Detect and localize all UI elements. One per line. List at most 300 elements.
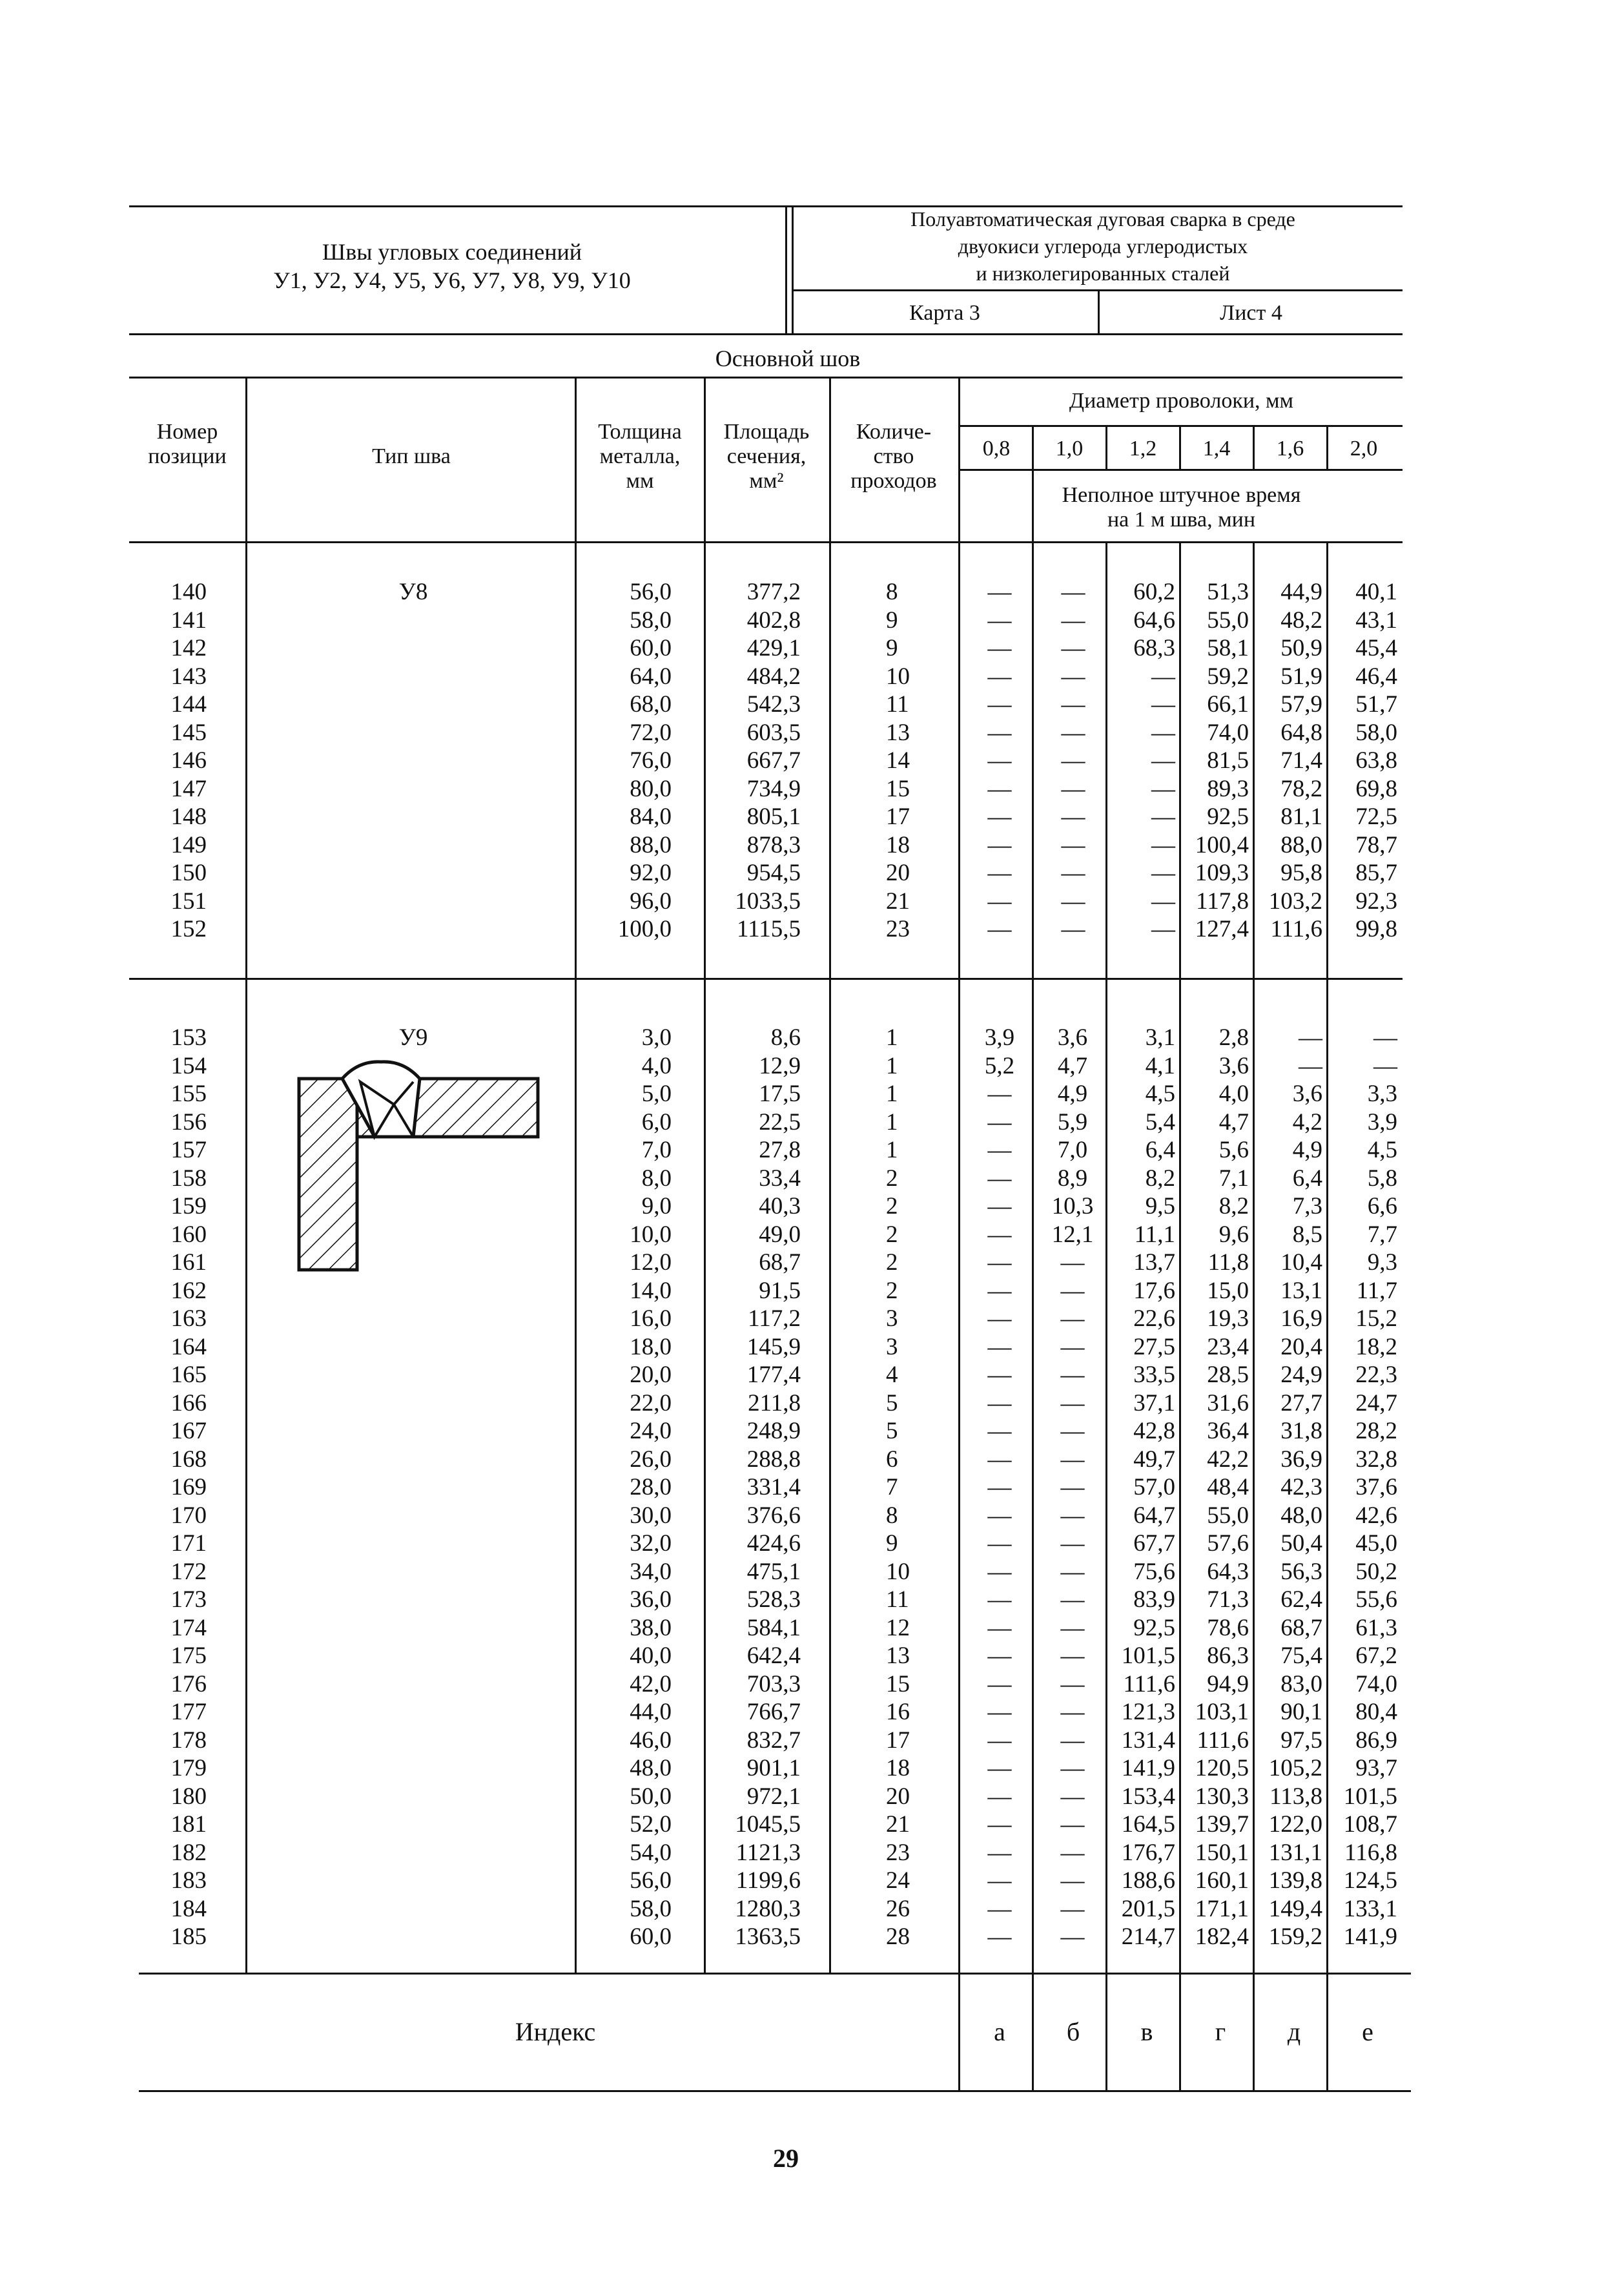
- table-cell: 4,9: [1292, 1137, 1322, 1163]
- table-cell: 185: [170, 1923, 207, 1950]
- list-label: Лист 4: [1220, 301, 1282, 325]
- table-cell: 177: [170, 1699, 207, 1725]
- table-cell: 89,3: [1207, 775, 1249, 802]
- table-cell: 156: [170, 1108, 207, 1135]
- table-cell: 49,7: [1133, 1446, 1175, 1473]
- table-cell: 147: [170, 775, 207, 802]
- table-cell: 45,4: [1355, 635, 1397, 661]
- table-cell: 96,0: [630, 887, 672, 915]
- table-cell: 15,2: [1355, 1305, 1397, 1332]
- table-cell: 13: [886, 1643, 910, 1669]
- table-cell: 58,0: [1355, 719, 1397, 746]
- header-top-rule: [129, 377, 1403, 378]
- table-cell: 75,4: [1280, 1643, 1322, 1669]
- table-cell: —: [987, 1362, 1012, 1388]
- table-cell: 288,8: [746, 1446, 801, 1473]
- table-cell: 9,3: [1367, 1249, 1397, 1276]
- table-cell: 475,1: [746, 1558, 801, 1585]
- table-cell: 1045,5: [735, 1811, 801, 1838]
- table-cell: 7: [886, 1474, 898, 1500]
- table-cell: 528,3: [746, 1586, 801, 1613]
- table-cell: 23: [886, 916, 910, 942]
- table-cell: —: [1151, 719, 1175, 746]
- table-cell: 148: [170, 803, 207, 830]
- table-cell: 9: [886, 606, 898, 634]
- table-cell: 17: [886, 803, 910, 830]
- table-cell: 5,0: [641, 1081, 672, 1107]
- table-cell: —: [987, 579, 1012, 605]
- table-cell: 161: [170, 1249, 207, 1276]
- table-cell: 13: [886, 719, 910, 746]
- table-cell: —: [1060, 1867, 1085, 1894]
- table-cell: —: [987, 1165, 1012, 1192]
- block1-v-col: [1108, 578, 1175, 944]
- table-cell: 153: [170, 1024, 207, 1051]
- table-cell: 46,4: [1355, 663, 1397, 690]
- table-cell: 1: [886, 1081, 898, 1107]
- table-cell: —: [1060, 1643, 1085, 1669]
- table-cell: 64,6: [1133, 606, 1175, 634]
- diameter-1-4: 1,4: [1202, 437, 1231, 461]
- table-cell: 130,3: [1195, 1783, 1249, 1810]
- table-cell: 8,0: [641, 1165, 672, 1192]
- table-cell: 45,0: [1355, 1530, 1397, 1557]
- table-cell: 92,0: [630, 860, 672, 886]
- table-cell: 5,8: [1367, 1165, 1397, 1192]
- grid-line: [245, 377, 247, 1974]
- table-cell: 176: [170, 1670, 207, 1697]
- index-top-rule: [139, 1973, 1411, 1975]
- table-cell: —: [1060, 1502, 1085, 1529]
- table-cell: 78,6: [1207, 1614, 1249, 1641]
- table-cell: 4: [886, 1362, 898, 1388]
- table-cell: 28,0: [630, 1474, 672, 1500]
- table-cell: 143: [170, 663, 207, 690]
- table-cell: 51,7: [1355, 691, 1397, 718]
- table-cell: —: [1373, 1024, 1397, 1051]
- table-cell: 86,9: [1355, 1726, 1397, 1754]
- table-cell: —: [987, 887, 1012, 915]
- table-cell: —: [1151, 831, 1175, 858]
- block2-v-col: [1108, 1024, 1175, 1951]
- table-cell: 100,4: [1195, 831, 1249, 858]
- table-cell: 113,8: [1269, 1783, 1322, 1810]
- table-cell: 31,6: [1207, 1389, 1249, 1416]
- table-cell: —: [1060, 1418, 1085, 1444]
- table-cell: 54,0: [630, 1839, 672, 1866]
- table-cell: 88,0: [1280, 831, 1322, 858]
- index-bottom-rule: [139, 2090, 1411, 2092]
- table-cell: 167: [170, 1418, 207, 1444]
- grid-line: [1253, 541, 1255, 2091]
- weld-type-u8: У8: [398, 579, 428, 605]
- table-cell: 120,5: [1195, 1755, 1249, 1781]
- table-cell: 168: [170, 1446, 207, 1473]
- table-cell: —: [1061, 691, 1085, 718]
- block1-thick-col: [581, 578, 672, 944]
- table-cell: —: [987, 831, 1012, 858]
- grid-line: [1105, 425, 1107, 470]
- table-cell: —: [1060, 1923, 1085, 1950]
- table-cell: 5,4: [1145, 1108, 1175, 1135]
- table-cell: 429,1: [746, 635, 801, 661]
- table-cell: —: [1060, 1474, 1085, 1500]
- table-cell: 172: [170, 1558, 207, 1585]
- table-cell: 584,1: [746, 1614, 801, 1641]
- index-b: б: [1066, 2017, 1080, 2046]
- table-cell: 19,3: [1207, 1305, 1249, 1332]
- table-cell: 59,2: [1207, 663, 1249, 690]
- table-cell: —: [987, 1783, 1012, 1810]
- index-d: д: [1287, 2017, 1301, 2046]
- table-cell: 27,5: [1133, 1333, 1175, 1360]
- header-bottom-rule: [129, 541, 1403, 543]
- table-cell: 141,9: [1343, 1923, 1397, 1950]
- table-cell: 40,1: [1355, 579, 1397, 605]
- grid-line: [704, 377, 706, 1974]
- table-cell: 22,5: [759, 1108, 801, 1135]
- index-g: г: [1215, 2017, 1226, 2046]
- table-cell: 21: [886, 887, 910, 915]
- table-cell: 160,1: [1195, 1867, 1249, 1894]
- table-cell: 51,3: [1207, 579, 1249, 605]
- table-cell: 80,0: [630, 775, 672, 802]
- table-cell: 122,0: [1268, 1811, 1322, 1838]
- table-cell: 4,7: [1218, 1108, 1249, 1135]
- col-type-header: Тип шва: [372, 444, 451, 468]
- table-cell: 66,1: [1207, 691, 1249, 718]
- table-cell: 2: [886, 1165, 898, 1192]
- table-cell: 8,6: [770, 1024, 801, 1051]
- table-cell: 1363,5: [735, 1923, 801, 1950]
- table-cell: —: [987, 1895, 1012, 1922]
- table-cell: 24,0: [630, 1418, 672, 1444]
- table-cell: 50,9: [1280, 635, 1322, 661]
- table-cell: —: [1061, 579, 1085, 605]
- table-cell: 141: [170, 606, 207, 634]
- table-cell: —: [987, 1446, 1012, 1473]
- table-cell: —: [1060, 1389, 1085, 1416]
- table-cell: 42,3: [1280, 1474, 1322, 1500]
- col-area-header: Площадь сечения, мм²: [723, 420, 810, 493]
- grid-line: [1179, 541, 1181, 2091]
- table-cell: 68,7: [1280, 1614, 1322, 1641]
- table-cell: —: [987, 606, 1012, 634]
- grid-line: [575, 377, 577, 1974]
- table-cell: 1: [886, 1024, 898, 1051]
- table-cell: 22,6: [1133, 1305, 1175, 1332]
- table-cell: —: [1151, 691, 1175, 718]
- table-cell: —: [1061, 831, 1085, 858]
- table-cell: 145: [170, 719, 207, 746]
- table-cell: 99,8: [1355, 916, 1397, 942]
- table-cell: 17: [886, 1726, 910, 1754]
- table-cell: 111,6: [1197, 1726, 1249, 1754]
- table-cell: 5: [886, 1418, 898, 1444]
- table-cell: 18: [886, 1755, 910, 1781]
- table-cell: 376,6: [746, 1502, 801, 1529]
- table-cell: —: [987, 691, 1012, 718]
- table-cell: 3,6: [1057, 1024, 1088, 1051]
- table-cell: —: [1151, 803, 1175, 830]
- table-cell: —: [987, 1108, 1012, 1135]
- table-cell: 55,6: [1355, 1586, 1397, 1613]
- table-cell: 10,4: [1280, 1249, 1322, 1276]
- table-cell: 85,7: [1355, 860, 1397, 886]
- table-cell: 201,5: [1121, 1895, 1175, 1922]
- table-cell: 8,2: [1218, 1193, 1249, 1219]
- table-cell: —: [1060, 1277, 1085, 1304]
- table-cell: 3: [886, 1305, 898, 1332]
- diameter-1-0: 1,0: [1055, 437, 1084, 461]
- table-cell: 56,3: [1280, 1558, 1322, 1585]
- table-cell: 74,0: [1355, 1670, 1397, 1697]
- table-cell: 68,7: [759, 1249, 801, 1276]
- table-cell: 2: [886, 1277, 898, 1304]
- table-cell: 160: [170, 1221, 207, 1248]
- diameter-rule: [960, 425, 1403, 427]
- table-cell: 42,2: [1207, 1446, 1249, 1473]
- table-cell: —: [987, 1502, 1012, 1529]
- table-cell: 103,1: [1195, 1699, 1249, 1725]
- table-cell: 165: [170, 1362, 207, 1388]
- table-cell: —: [987, 1811, 1012, 1838]
- table-cell: 1: [886, 1137, 898, 1163]
- table-cell: 57,6: [1207, 1530, 1249, 1557]
- table-cell: 64,3: [1207, 1558, 1249, 1585]
- table-cell: —: [1151, 860, 1175, 886]
- table-cell: 1280,3: [735, 1895, 801, 1922]
- table-cell: 11: [886, 1586, 909, 1613]
- table-cell: 6,0: [641, 1108, 672, 1135]
- table-cell: 10: [886, 663, 910, 690]
- table-cell: 111,6: [1123, 1670, 1175, 1697]
- table-cell: 63,8: [1355, 747, 1397, 774]
- table-cell: 68,0: [630, 691, 672, 718]
- table-cell: 24,9: [1280, 1362, 1322, 1388]
- table-cell: 603,5: [746, 719, 801, 746]
- table-cell: 5,9: [1057, 1108, 1088, 1135]
- table-cell: 542,3: [746, 691, 801, 718]
- table-cell: 1121,3: [735, 1839, 801, 1866]
- table-cell: —: [1061, 860, 1085, 886]
- table-cell: 117,2: [748, 1305, 801, 1332]
- table-cell: 17,6: [1133, 1277, 1175, 1304]
- table-cell: —: [1060, 1530, 1085, 1557]
- table-cell: —: [987, 635, 1012, 661]
- table-cell: 176,7: [1121, 1839, 1175, 1866]
- table-cell: 49,0: [759, 1221, 801, 1248]
- table-cell: 8,9: [1057, 1165, 1088, 1192]
- section-title: Основной шов: [715, 346, 861, 371]
- table-cell: 33,5: [1133, 1362, 1175, 1388]
- table-cell: 48,2: [1280, 606, 1322, 634]
- table-cell: 48,0: [1280, 1502, 1322, 1529]
- table-cell: 9,5: [1145, 1193, 1175, 1219]
- table-cell: 2: [886, 1249, 898, 1276]
- table-cell: —: [987, 1530, 1012, 1557]
- table-cell: 163: [170, 1305, 207, 1332]
- table-cell: 149: [170, 831, 207, 858]
- table-cell: —: [987, 1305, 1012, 1332]
- table-cell: 27,7: [1280, 1389, 1322, 1416]
- table-cell: —: [1060, 1895, 1085, 1922]
- table-cell: —: [987, 1614, 1012, 1641]
- karta-label: Карта 3: [909, 301, 980, 325]
- table-cell: 32,8: [1355, 1446, 1397, 1473]
- table-cell: 159,2: [1268, 1923, 1322, 1950]
- table-cell: —: [1151, 775, 1175, 802]
- grid-line: [1326, 425, 1328, 470]
- table-cell: 15: [886, 1670, 910, 1697]
- diameter-2-0: 2,0: [1350, 437, 1378, 461]
- table-cell: —: [987, 1726, 1012, 1754]
- table-cell: 62,4: [1280, 1586, 1322, 1613]
- table-cell: 43,1: [1355, 606, 1397, 634]
- table-cell: 17,5: [759, 1081, 801, 1107]
- table-cell: 11: [886, 691, 909, 718]
- table-cell: 151: [170, 887, 207, 915]
- table-cell: 1: [886, 1108, 898, 1135]
- table-cell: 52,0: [630, 1811, 672, 1838]
- table-cell: 91,5: [759, 1277, 801, 1304]
- table-cell: 67,7: [1133, 1530, 1175, 1557]
- table-cell: 181: [170, 1811, 207, 1838]
- header-right-title: Полуавтоматическая дуговая сварка в среде двуокиси углерода углеродистых и низколегированных сталей: [910, 207, 1295, 285]
- table-cell: 3,3: [1367, 1081, 1397, 1107]
- table-cell: 179: [170, 1755, 207, 1781]
- table-cell: 158: [170, 1165, 207, 1192]
- block2-a-col: [969, 1024, 1031, 1951]
- table-cell: 9: [886, 635, 898, 661]
- table-cell: 101,5: [1121, 1643, 1175, 1669]
- table-cell: 24,7: [1355, 1389, 1397, 1416]
- table-cell: 174: [170, 1614, 207, 1641]
- table-cell: 48,4: [1207, 1474, 1249, 1500]
- block1-passes-col: [886, 578, 951, 944]
- table-cell: 7,1: [1218, 1165, 1249, 1192]
- block2-g-col: [1182, 1024, 1249, 1951]
- table-cell: 109,3: [1195, 860, 1249, 886]
- table-cell: 164: [170, 1333, 207, 1360]
- table-cell: 23: [886, 1839, 910, 1866]
- table-cell: 18,2: [1355, 1333, 1397, 1360]
- table-cell: 8,5: [1292, 1221, 1322, 1248]
- table-cell: —: [987, 1193, 1012, 1219]
- col-num-header: Номер позиции: [148, 420, 227, 468]
- table-cell: 2: [886, 1221, 898, 1248]
- table-cell: 92,3: [1355, 887, 1397, 915]
- table-cell: —: [987, 1474, 1012, 1500]
- table-cell: —: [987, 1670, 1012, 1697]
- block1-d-col: [1255, 578, 1322, 944]
- table-cell: —: [1061, 663, 1085, 690]
- table-cell: 155: [170, 1081, 207, 1107]
- table-cell: 72,0: [630, 719, 672, 746]
- table-cell: 159: [170, 1193, 207, 1219]
- table-cell: 58,0: [630, 1895, 672, 1922]
- diameter-0-8: 0,8: [982, 437, 1011, 461]
- table-cell: 145,9: [746, 1333, 801, 1360]
- table-cell: 55,0: [1207, 1502, 1249, 1529]
- table-cell: 832,7: [746, 1726, 801, 1754]
- table-cell: —: [1060, 1726, 1085, 1754]
- table-cell: 4,0: [1218, 1081, 1249, 1107]
- table-cell: 78,2: [1280, 775, 1322, 802]
- table-cell: 61,3: [1355, 1614, 1397, 1641]
- table-cell: —: [1061, 719, 1085, 746]
- grid-line: [1326, 541, 1328, 2091]
- table-cell: 32,0: [630, 1530, 672, 1557]
- table-cell: 149,4: [1268, 1895, 1322, 1922]
- table-cell: 50,0: [630, 1783, 672, 1810]
- table-cell: 88,0: [630, 831, 672, 858]
- table-cell: 1033,5: [735, 887, 801, 915]
- table-cell: 60,0: [630, 635, 672, 661]
- table-cell: —: [1061, 803, 1085, 830]
- table-cell: —: [987, 1418, 1012, 1444]
- block1-num-col: [129, 578, 207, 944]
- table-cell: 12: [886, 1614, 910, 1641]
- table-cell: 3,6: [1292, 1081, 1322, 1107]
- table-cell: 12,9: [759, 1052, 801, 1079]
- table-cell: —: [1060, 1558, 1085, 1585]
- table-cell: —: [1061, 775, 1085, 802]
- table-cell: 48,0: [630, 1755, 672, 1781]
- table-cell: 188,6: [1121, 1867, 1175, 1894]
- table-cell: 178: [170, 1726, 207, 1754]
- table-cell: —: [1060, 1586, 1085, 1613]
- table-cell: 175: [170, 1643, 207, 1669]
- table-cell: 140: [170, 579, 207, 605]
- table-cell: 4,5: [1145, 1081, 1175, 1107]
- table-cell: 169: [170, 1474, 207, 1500]
- table-cell: —: [1060, 1783, 1085, 1810]
- table-cell: —: [1299, 1052, 1322, 1079]
- table-cell: —: [987, 663, 1012, 690]
- table-cell: 12,1: [1051, 1221, 1094, 1248]
- table-cell: 72,5: [1355, 803, 1397, 830]
- grid-line: [1179, 425, 1181, 470]
- table-cell: 57,9: [1280, 691, 1322, 718]
- table-cell: 972,1: [746, 1783, 801, 1810]
- table-cell: 20,4: [1280, 1333, 1322, 1360]
- block1-b-col: [1042, 578, 1104, 944]
- table-cell: 28: [886, 1923, 910, 1950]
- table-cell: 60,2: [1133, 579, 1175, 605]
- table-cell: 154: [170, 1052, 207, 1079]
- table-cell: 67,2: [1355, 1643, 1397, 1669]
- table-cell: 183: [170, 1867, 207, 1894]
- table-cell: 133,1: [1343, 1895, 1397, 1922]
- table-cell: 6: [886, 1446, 898, 1473]
- table-cell: 31,8: [1280, 1418, 1322, 1444]
- table-cell: 64,8: [1280, 719, 1322, 746]
- table-cell: —: [1060, 1839, 1085, 1866]
- index-e: е: [1362, 2017, 1373, 2046]
- diameter-header: Диаметр проволоки, мм: [1069, 389, 1294, 413]
- table-cell: —: [1060, 1699, 1085, 1725]
- table-cell: —: [987, 1643, 1012, 1669]
- table-cell: 402,8: [746, 606, 801, 634]
- table-cell: —: [1061, 916, 1085, 942]
- table-cell: 71,3: [1207, 1586, 1249, 1613]
- table-cell: 56,0: [630, 1867, 672, 1894]
- table-cell: 11,8: [1208, 1249, 1249, 1276]
- table-cell: —: [987, 1333, 1012, 1360]
- col-thick-header: Толщина металла, мм: [598, 420, 682, 493]
- table-cell: 7,7: [1367, 1221, 1397, 1248]
